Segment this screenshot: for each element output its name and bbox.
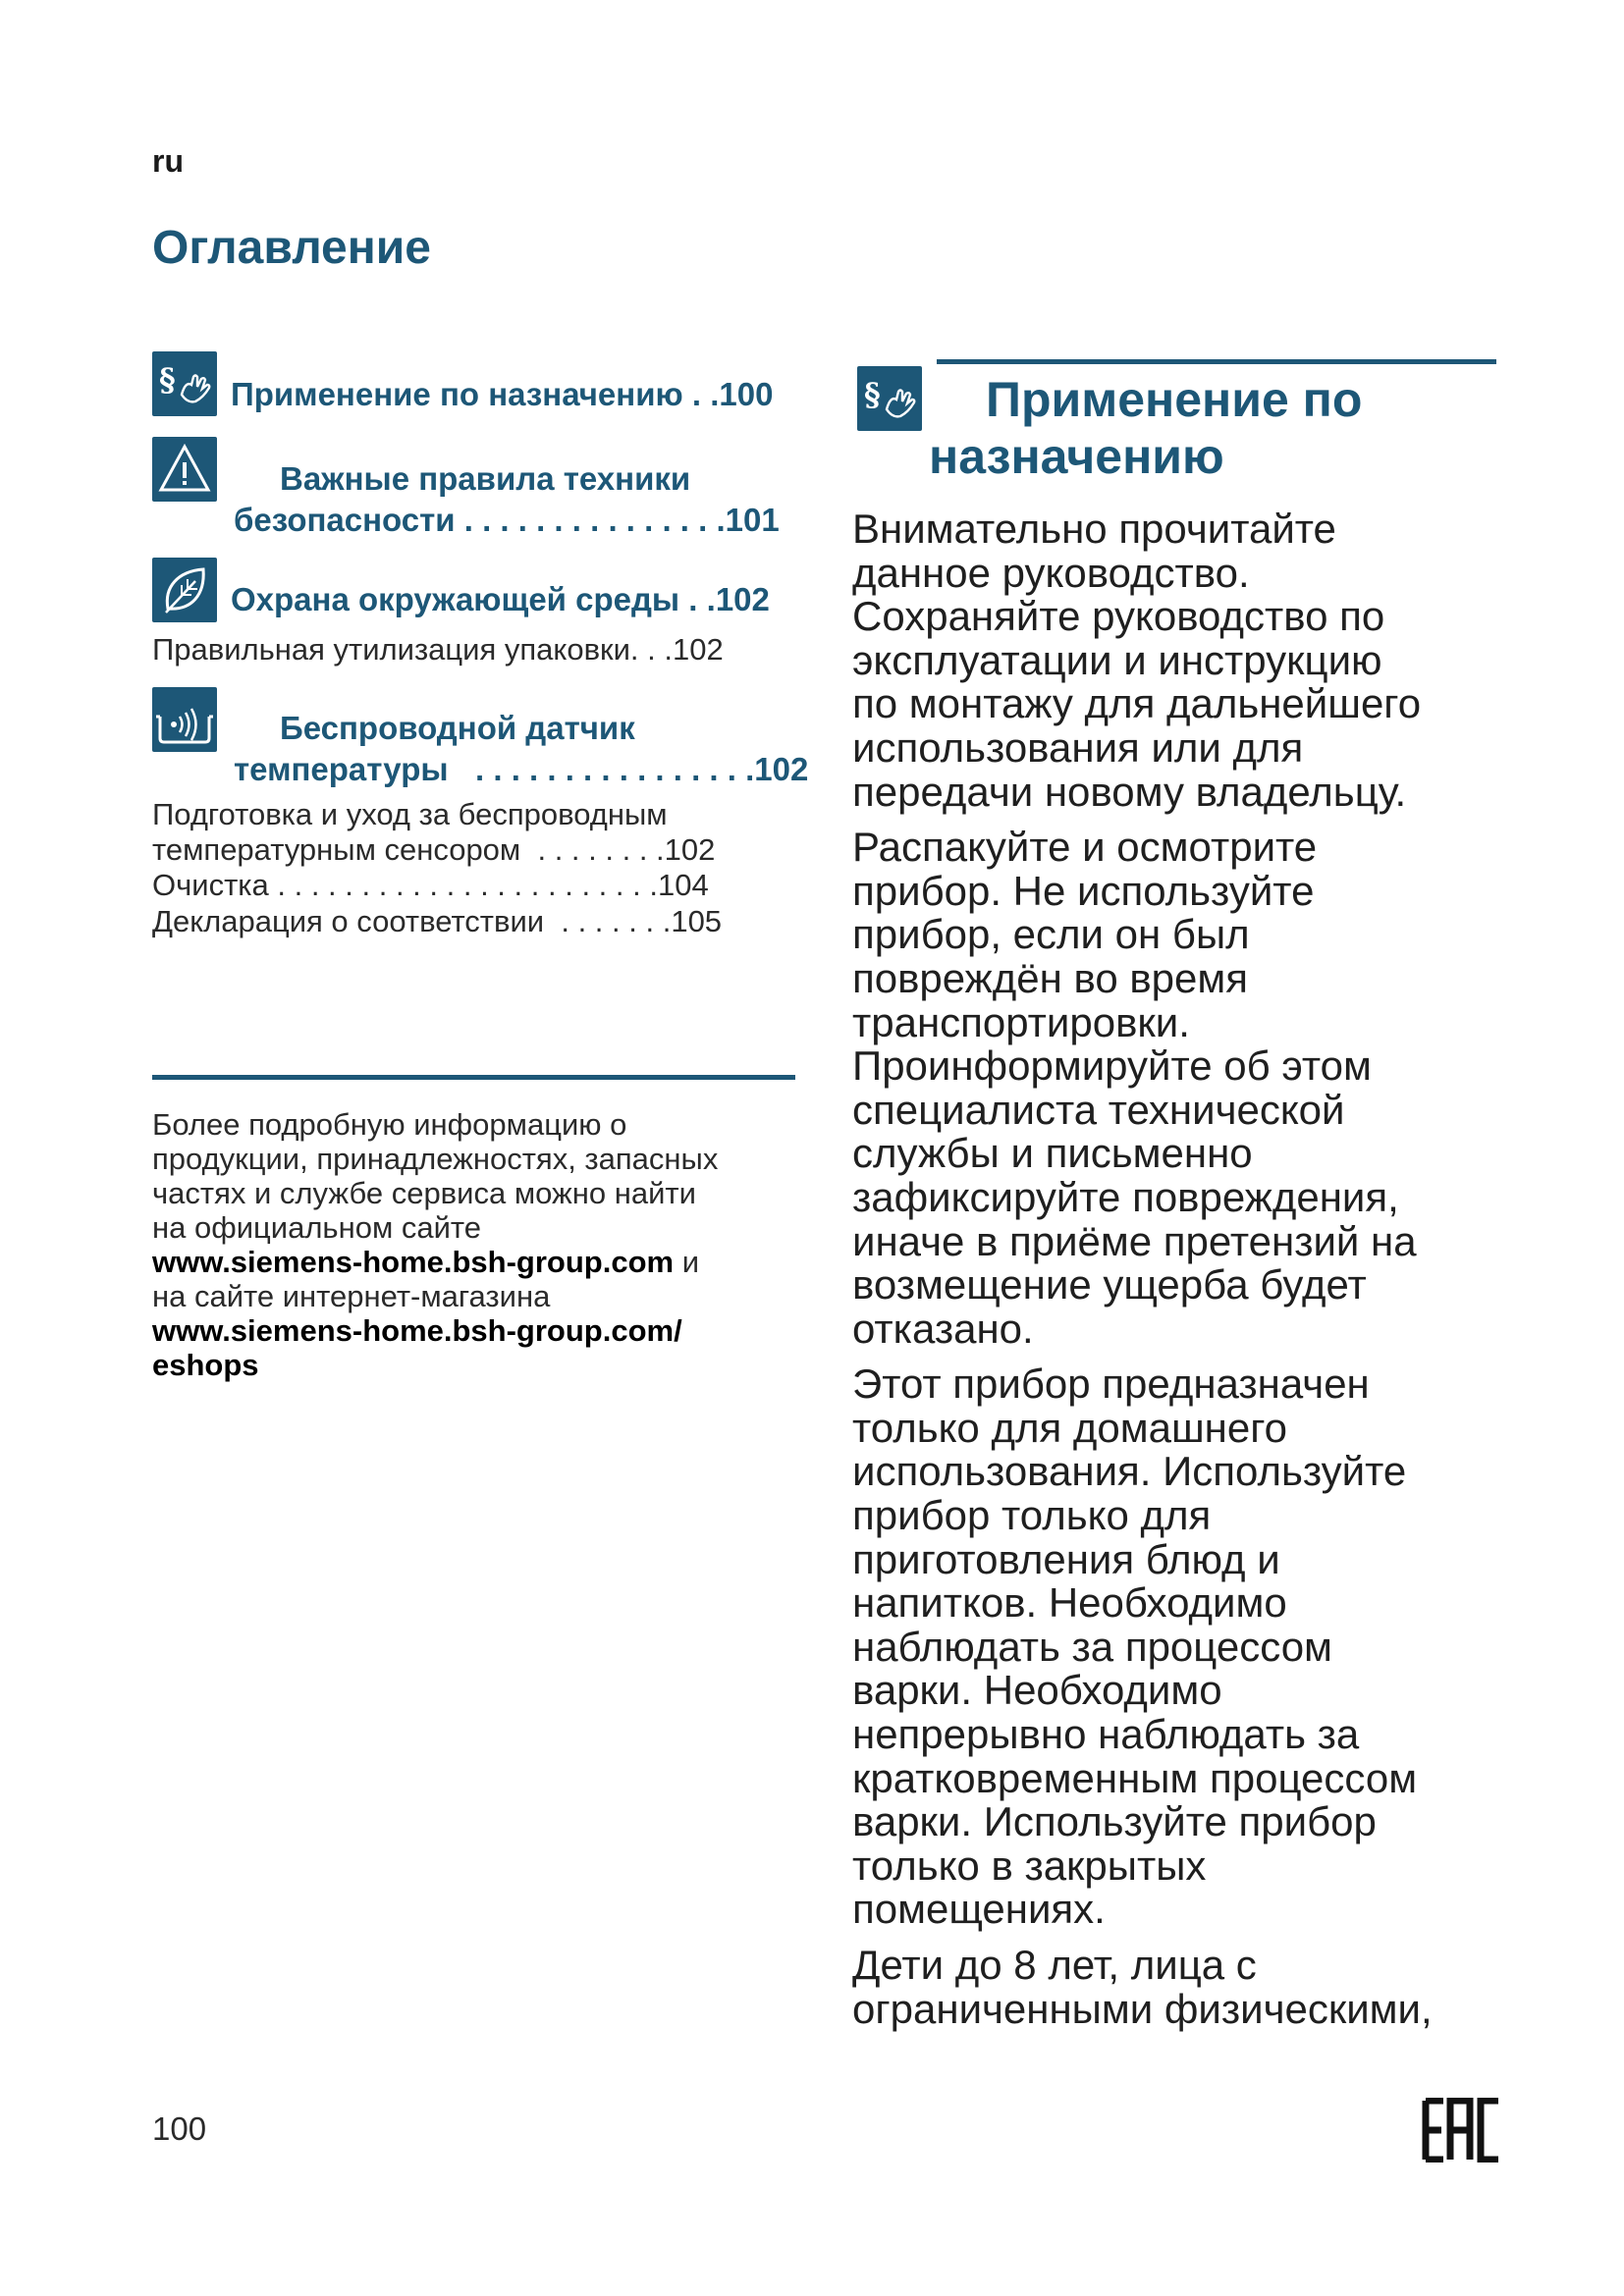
leaf-icon bbox=[152, 558, 217, 622]
language-code: ru bbox=[152, 143, 184, 179]
manual-hand-icon bbox=[152, 351, 217, 416]
svg-text:§: § bbox=[864, 376, 881, 413]
toc-item-sensor-line1[interactable]: Беспроводной датчик bbox=[280, 710, 635, 746]
section-body bbox=[852, 507, 1520, 2043]
paragraph-read-manual: Внимательно прочитайте данное руководство. Сохраняйте руководство по эксплуатации и инструкцию по монтажу для дальнейшего использования или для передачи новому владельцу. bbox=[852, 506, 1422, 815]
toc-subitem-cleaning[interactable]: Очистка . . . . . . . . . . . . . . . . . . . . . . .104 bbox=[152, 868, 709, 902]
toc-title: Оглавление bbox=[152, 222, 431, 274]
page-number: 100 bbox=[152, 2110, 207, 2147]
eac-mark-icon bbox=[1422, 2098, 1502, 2167]
paragraph-children: Дети до 8 лет, лица с ограниченными физическими, bbox=[852, 1942, 1433, 2032]
paragraph-domestic-use: Этот прибор предназначен только для домашнего использования. Используйте прибор только для приготовления блюд и напитков. Необходимо наблюдать за процессом варки. Необходимо непрерывно наблюдать за кратковременным процессом варки. Используйте прибор только в закрытых помещениях. bbox=[852, 1361, 1418, 1933]
toc-item-safety[interactable]: безопасности . . . . . . . . . . . . . . .101 bbox=[234, 502, 780, 538]
toc-subitem-preparation[interactable]: температурным сенсором . . . . . . . .102 bbox=[152, 832, 716, 867]
toc-item-safety-line1[interactable]: Важные правила техники bbox=[280, 460, 691, 497]
toc-item-sensor[interactable]: температуры . . . . . . . . . . . . . . . .102 bbox=[234, 751, 809, 787]
paragraph-unpack: Распакуйте и осмотрите прибор. Не используйте прибор, если он был повреждён во время транспортировки. Проинформируйте об этом специалиста технической службы и письменно зафиксируйте повреждения, иначе в приёме претензий на возмещение ущерба будет отказано. bbox=[852, 824, 1417, 1352]
toc-subitem-declaration[interactable]: Декларация о соответствии . . . . . . .105 bbox=[152, 904, 723, 938]
eshop-link-part2[interactable]: eshops bbox=[152, 1348, 259, 1382]
section-divider bbox=[937, 359, 1496, 364]
toc-item-environment[interactable]: Охрана окружающей среды . .102 bbox=[231, 581, 770, 617]
section-title: Применение по назначению bbox=[929, 372, 1363, 484]
manual-hand-icon bbox=[857, 366, 922, 431]
info-block: Более подробную информацию о продукции, принадлежностях, запасных частях и службе сервиса можно найти на официальном сайте www.siemens-home.bsh-group.com и на сайте интернет-магазина www.siemens-home.bsh-group.com/ eshops bbox=[152, 1107, 719, 1382]
info-divider bbox=[152, 1075, 795, 1080]
wireless-sensor-icon bbox=[152, 687, 217, 752]
eshop-link-part1[interactable]: www.siemens-home.bsh-group.com/ bbox=[152, 1313, 682, 1348]
warning-triangle-icon bbox=[152, 437, 217, 502]
toc-item-intended-use[interactable]: Применение по назначению . .100 bbox=[231, 376, 774, 412]
toc-subitem-packaging[interactable]: Правильная утилизация упаковки. . .102 bbox=[152, 632, 724, 667]
website-link[interactable]: www.siemens-home.bsh-group.com bbox=[152, 1245, 675, 1279]
toc-subitem-preparation-line1[interactable]: Подготовка и уход за беспроводным bbox=[152, 797, 668, 831]
svg-text:§: § bbox=[159, 361, 176, 399]
